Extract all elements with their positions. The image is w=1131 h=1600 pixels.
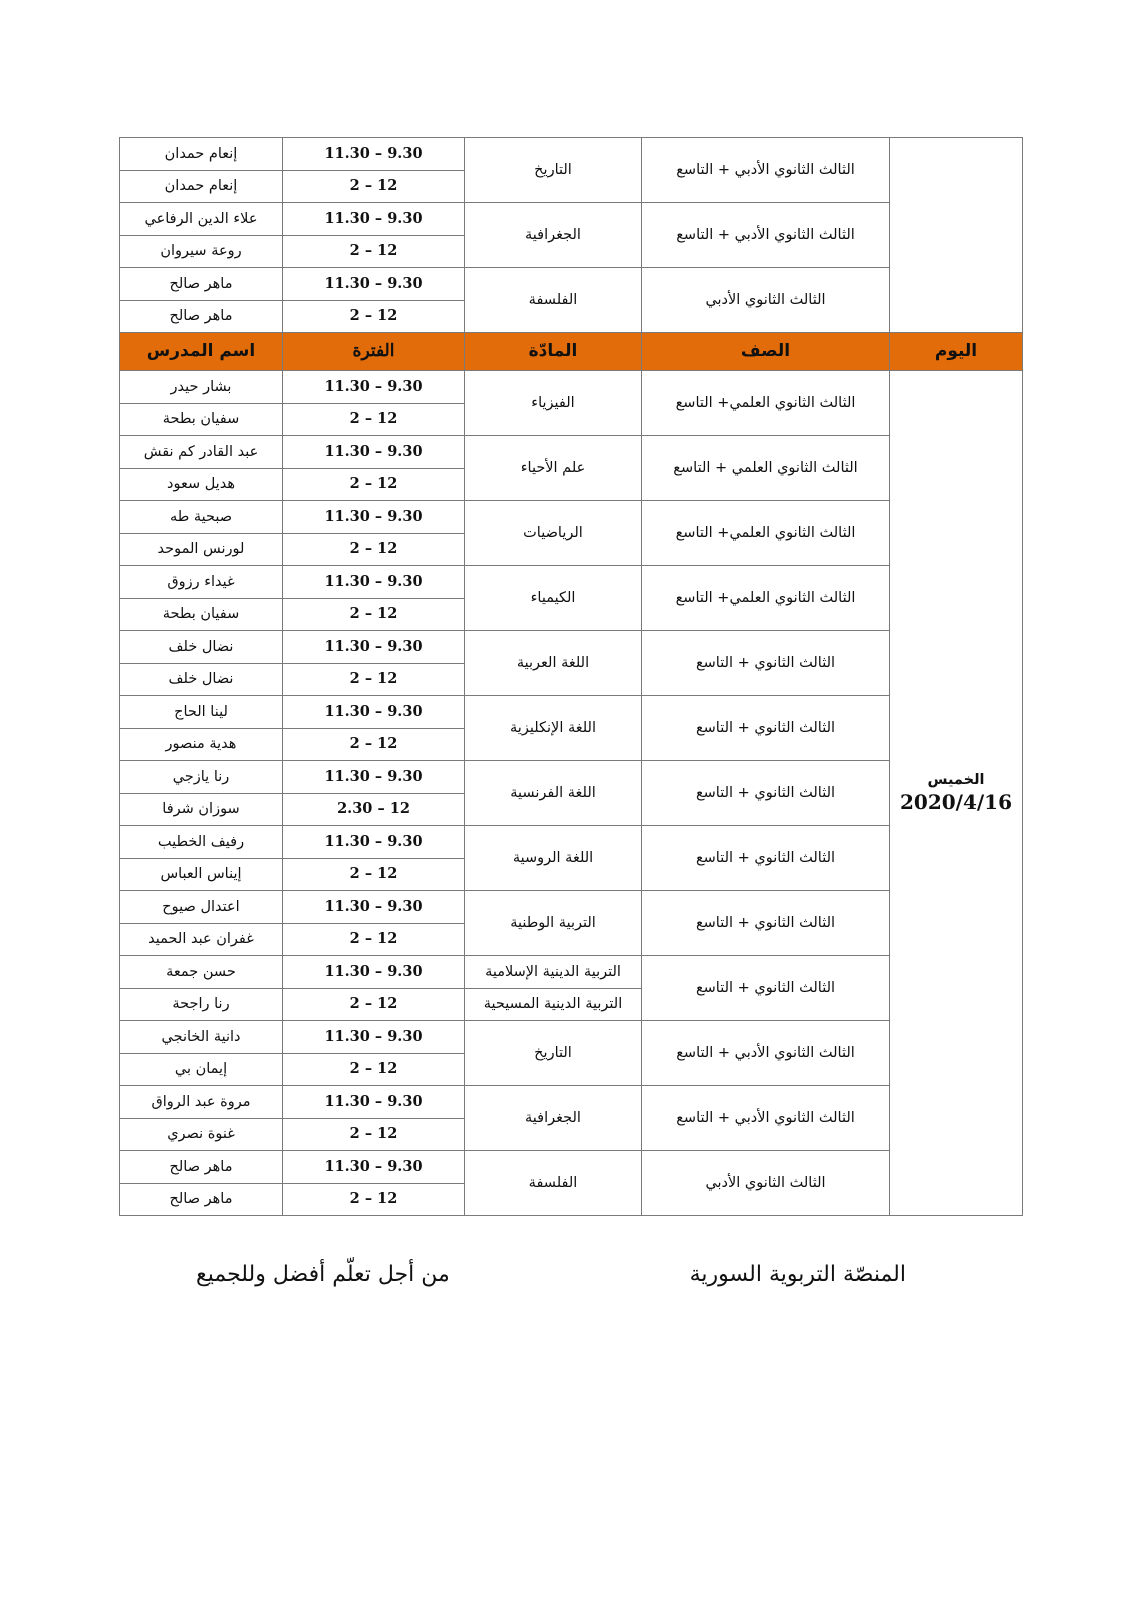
period-cell: 9.30 – 11.30 xyxy=(283,1086,465,1119)
header-period: الفترة xyxy=(283,333,465,371)
class-cell: الثالث الثانوي الأدبي + التاسع xyxy=(642,138,890,203)
teacher-cell: إنعام حمدان xyxy=(120,138,283,171)
teacher-cell: غفران عبد الحميد xyxy=(120,923,283,956)
subject-cell: الجغرافية xyxy=(465,203,642,268)
period-cell: 12 – 2 xyxy=(283,858,465,891)
period-cell: 12 – 2 xyxy=(283,1053,465,1086)
subject-cell: التربية الدينية الإسلامية xyxy=(465,956,642,989)
class-cell: الثالث الثانوي + التاسع xyxy=(642,956,890,1021)
period-cell: 9.30 – 11.30 xyxy=(283,826,465,859)
subject-cell: الرياضيات xyxy=(465,501,642,566)
teacher-cell: اعتدال صيوح xyxy=(120,891,283,924)
class-cell: الثالث الثانوي الأدبي + التاسع xyxy=(642,1021,890,1086)
subject-cell: الجغرافية xyxy=(465,1086,642,1151)
teacher-cell: ماهر صالح xyxy=(120,1183,283,1216)
class-cell: الثالث الثانوي الأدبي xyxy=(642,1151,890,1216)
subject-cell: اللغة الفرنسية xyxy=(465,761,642,826)
teacher-cell: إنعام حمدان xyxy=(120,170,283,203)
period-cell: 9.30 – 11.30 xyxy=(283,696,465,729)
teacher-cell: نضال خلف xyxy=(120,631,283,664)
table-row xyxy=(120,1021,1023,1054)
teacher-cell: مروة عبد الرواق xyxy=(120,1086,283,1119)
teacher-cell: عبد القادر كم نقش xyxy=(120,436,283,469)
class-cell: الثالث الثانوي العلمي + التاسع xyxy=(642,436,890,501)
teacher-cell: هدية منصور xyxy=(120,728,283,761)
table-row xyxy=(120,696,1023,729)
table-row xyxy=(120,371,1023,404)
period-cell: 12 – 2.30 xyxy=(283,793,465,826)
period-cell: 12 – 2 xyxy=(283,923,465,956)
teacher-cell: سفيان بطحة xyxy=(120,598,283,631)
period-cell: 9.30 – 11.30 xyxy=(283,631,465,664)
teacher-cell: سوزان شرفا xyxy=(120,793,283,826)
teacher-cell: بشار حيدر xyxy=(120,371,283,404)
header-class: الصف xyxy=(642,333,890,371)
period-cell: 9.30 – 11.30 xyxy=(283,1021,465,1054)
class-cell: الثالث الثانوي + التاسع xyxy=(642,631,890,696)
class-cell: الثالث الثانوي + التاسع xyxy=(642,761,890,826)
period-cell: 9.30 – 11.30 xyxy=(283,891,465,924)
period-cell: 12 – 2 xyxy=(283,663,465,696)
period-cell: 12 – 2 xyxy=(283,468,465,501)
footer-slogan: من أجل تعلّم أفضل وللجميع xyxy=(196,1262,450,1287)
subject-cell: التاريخ xyxy=(465,138,642,203)
teacher-cell: رفيف الخطيب xyxy=(120,826,283,859)
teacher-cell: حسن جمعة xyxy=(120,956,283,989)
teacher-cell: دانية الخانجي xyxy=(120,1021,283,1054)
period-cell: 12 – 2 xyxy=(283,1183,465,1216)
period-cell: 9.30 – 11.30 xyxy=(283,761,465,794)
subject-cell: اللغة الإنكليزية xyxy=(465,696,642,761)
period-cell: 9.30 – 11.30 xyxy=(283,371,465,404)
class-cell: الثالث الثانوي + التاسع xyxy=(642,891,890,956)
period-cell: 12 – 2 xyxy=(283,170,465,203)
table-row xyxy=(120,203,1023,236)
subject-cell: الفيزياء xyxy=(465,371,642,436)
period-cell: 9.30 – 11.30 xyxy=(283,1151,465,1184)
class-cell: الثالث الثانوي العلمي+ التاسع xyxy=(642,501,890,566)
class-cell: الثالث الثانوي + التاسع xyxy=(642,696,890,761)
table-row xyxy=(120,268,1023,301)
subject-cell: الكيمياء xyxy=(465,566,642,631)
period-cell: 12 – 2 xyxy=(283,235,465,268)
period-cell: 9.30 – 11.30 xyxy=(283,138,465,171)
footer-platform-name: المنصّة التربوية السورية xyxy=(689,1262,906,1287)
subject-cell: التربية الوطنية xyxy=(465,891,642,956)
period-cell: 9.30 – 11.30 xyxy=(283,956,465,989)
subject-cell: الفلسفة xyxy=(465,268,642,333)
header-day: اليوم xyxy=(890,333,1023,371)
table-row xyxy=(120,631,1023,664)
teacher-cell: هديل سعود xyxy=(120,468,283,501)
schedule-body xyxy=(120,138,1023,1216)
table-row xyxy=(120,1086,1023,1119)
subject-cell: الفلسفة xyxy=(465,1151,642,1216)
class-cell: الثالث الثانوي العلمي+ التاسع xyxy=(642,371,890,436)
period-cell: 12 – 2 xyxy=(283,300,465,333)
subject-cell: اللغة الروسية xyxy=(465,826,642,891)
teacher-cell: إيناس العباس xyxy=(120,858,283,891)
table-row xyxy=(120,826,1023,859)
teacher-cell: لينا الحاج xyxy=(120,696,283,729)
header-subject: المادّة xyxy=(465,333,642,371)
teacher-cell: إيمان بي xyxy=(120,1053,283,1086)
teacher-cell: سفيان بطحة xyxy=(120,403,283,436)
teacher-cell: علاء الدين الرفاعي xyxy=(120,203,283,236)
teacher-cell: صبحية طه xyxy=(120,501,283,534)
teacher-cell: ماهر صالح xyxy=(120,300,283,333)
teacher-cell: غنوة نصري xyxy=(120,1118,283,1151)
class-cell: الثالث الثانوي الأدبي xyxy=(642,268,890,333)
table-row xyxy=(120,956,1023,989)
table-row xyxy=(120,566,1023,599)
period-cell: 9.30 – 11.30 xyxy=(283,203,465,236)
header-teacher: اسم المدرس xyxy=(120,333,283,371)
table-row xyxy=(120,1151,1023,1184)
class-cell: الثالث الثانوي الأدبي + التاسع xyxy=(642,203,890,268)
day-name: الخميس xyxy=(927,772,985,789)
table-row xyxy=(120,501,1023,534)
table-row xyxy=(120,436,1023,469)
period-cell: 12 – 2 xyxy=(283,728,465,761)
day-date: 2020/4/16 xyxy=(899,789,1013,814)
period-cell: 9.30 – 11.30 xyxy=(283,268,465,301)
table-row xyxy=(120,891,1023,924)
class-cell: الثالث الثانوي العلمي+ التاسع xyxy=(642,566,890,631)
class-cell: الثالث الثانوي الأدبي + التاسع xyxy=(642,1086,890,1151)
period-cell: 9.30 – 11.30 xyxy=(283,501,465,534)
class-cell: الثالث الثانوي + التاسع xyxy=(642,826,890,891)
teacher-cell: رنا يازجي xyxy=(120,761,283,794)
teacher-cell: ماهر صالح xyxy=(120,1151,283,1184)
teacher-cell: غيداء رزوق xyxy=(120,566,283,599)
table-row xyxy=(120,761,1023,794)
table-row xyxy=(120,138,1023,171)
teacher-cell: نضال خلف xyxy=(120,663,283,696)
subject-cell: علم الأحياء xyxy=(465,436,642,501)
period-cell: 12 – 2 xyxy=(283,598,465,631)
period-cell: 9.30 – 11.30 xyxy=(283,436,465,469)
day-cell xyxy=(890,371,1023,1216)
period-cell: 9.30 – 11.30 xyxy=(283,566,465,599)
subject-cell: التاريخ xyxy=(465,1021,642,1086)
day-cell-empty xyxy=(890,138,1023,333)
teacher-cell: لورنس الموحد xyxy=(120,533,283,566)
schedule-table xyxy=(119,137,1023,1216)
period-cell: 12 – 2 xyxy=(283,988,465,1021)
teacher-cell: روعة سيروان xyxy=(120,235,283,268)
teacher-cell: رنا راجحة xyxy=(120,988,283,1021)
subject-cell: التربية الدينية المسيحية xyxy=(465,988,642,1021)
teacher-cell: ماهر صالح xyxy=(120,268,283,301)
subject-cell: اللغة العربية xyxy=(465,631,642,696)
period-cell: 12 – 2 xyxy=(283,533,465,566)
period-cell: 12 – 2 xyxy=(283,1118,465,1151)
table-header-row xyxy=(120,333,1023,371)
period-cell: 12 – 2 xyxy=(283,403,465,436)
